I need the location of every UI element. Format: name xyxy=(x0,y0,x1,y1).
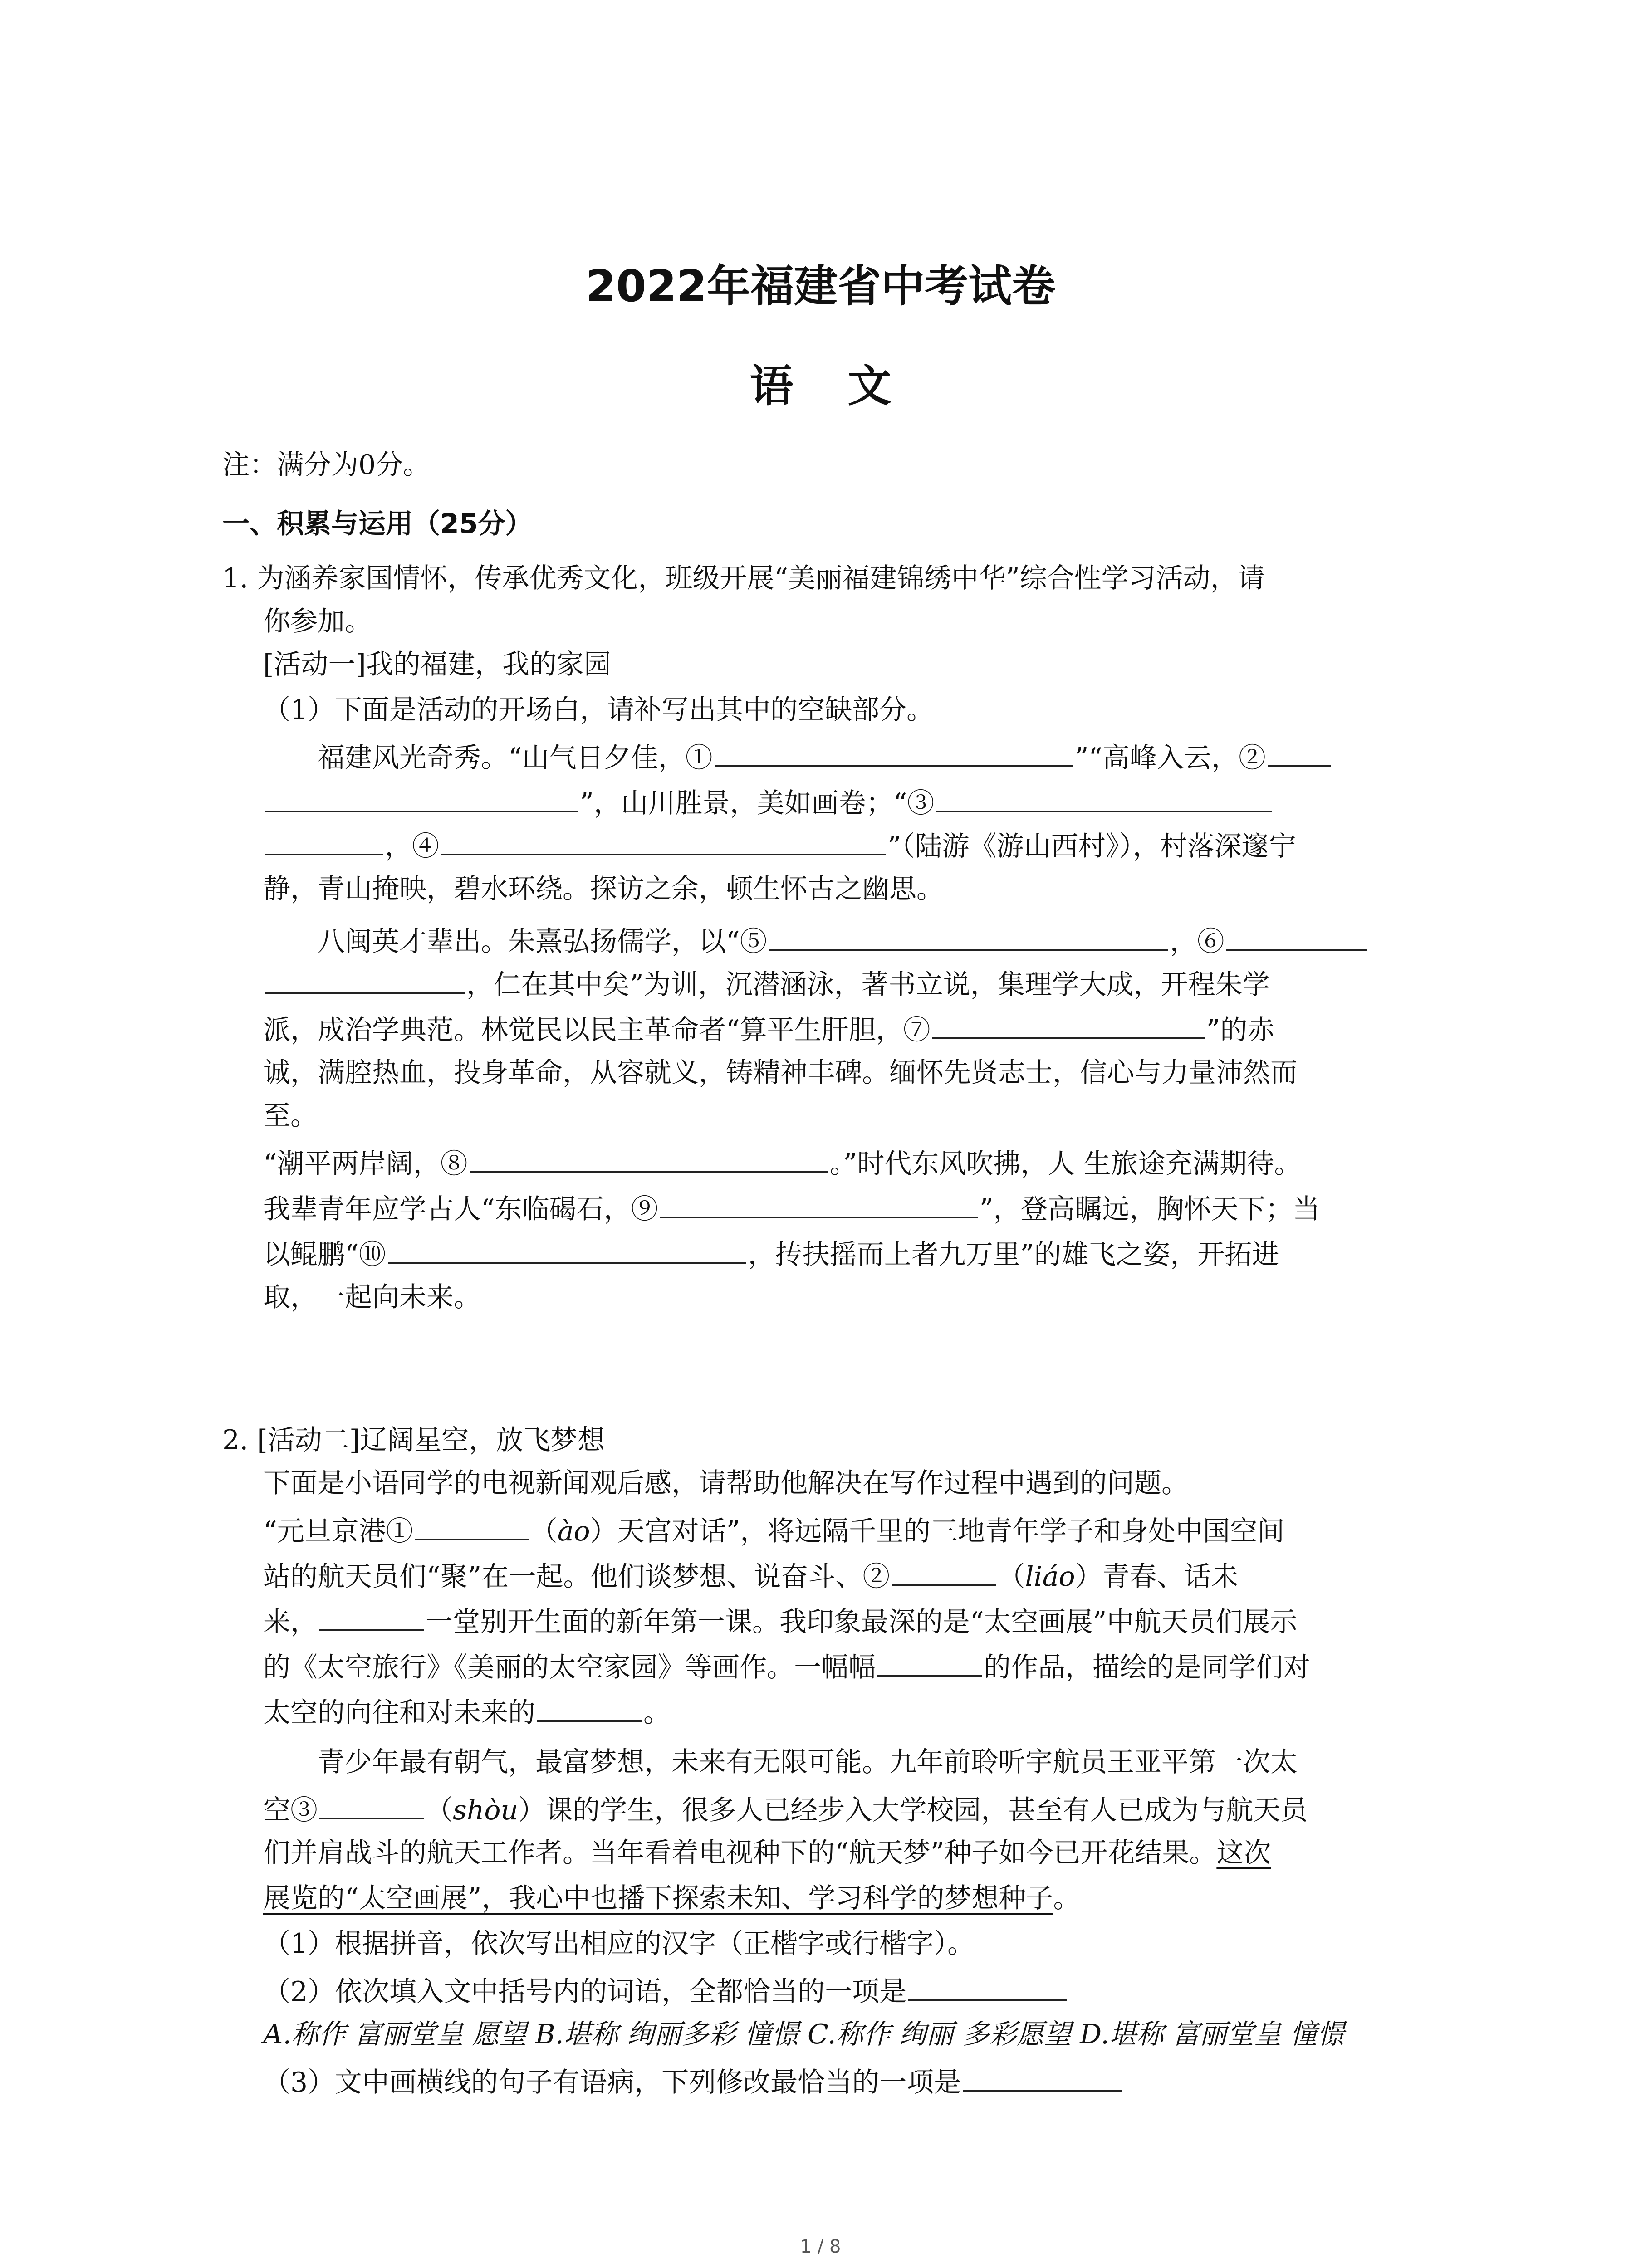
answer-blank-7[interactable] xyxy=(932,1009,1205,1039)
answer-blank-6a[interactable] xyxy=(1226,921,1367,951)
hanzi-blank-1[interactable] xyxy=(415,1510,529,1540)
q1-para-line3: ，④ ”（陆游《游山西村》），村落深邃宁 xyxy=(263,826,1296,865)
answer-blank-3b[interactable] xyxy=(265,826,383,855)
q1-stem-line2: 你参加。 xyxy=(263,606,372,637)
activity-one-heading: [活动一]我的福建，我的家园 xyxy=(263,649,611,680)
answer-blank-1[interactable] xyxy=(715,737,1073,767)
q1-para-line5: 八闽英才辈出。朱熹弘扬儒学，以“⑤ ，⑥ xyxy=(318,921,1369,960)
choice-blank-2[interactable] xyxy=(908,1971,1067,2001)
q1-para-line11: 我辈青年应学古人“东临碣石，⑨ ”，登高瞩远，胸怀天下；当 xyxy=(263,1188,1320,1227)
q1-para-line7: 派，成治学典范。林觉民以民主革命者“算平生肝胆，⑦ ”的赤 xyxy=(263,1009,1274,1048)
q2-text-line4: 的《太空旅行》《美丽的太空家园》等画作。一幅幅 的作品，描绘的是同学们对 xyxy=(263,1647,1310,1686)
answer-blank-8[interactable] xyxy=(470,1143,828,1173)
q2-text-line8: 们并肩战斗的航天工作者。当年看着电视种下的“航天梦”种子如今已开花结果。这次 xyxy=(263,1837,1271,1869)
q1-para-line9: 至。 xyxy=(263,1100,318,1132)
answer-blank-5[interactable] xyxy=(769,921,1168,951)
q2-text-line5: 太空的向往和对未来的 。 xyxy=(263,1692,671,1731)
answer-blank-3a[interactable] xyxy=(936,782,1272,812)
q2-text-line2: 站的航天员们“聚”在一起。他们谈梦想、说奋斗、② （liáo）青春、话未 xyxy=(263,1556,1239,1595)
q2-heading: 2. [活动二]辽阔星空，放飞梦想 xyxy=(222,1424,605,1456)
q1-para-line13: 取，一起向未来。 xyxy=(263,1281,481,1313)
q2-text-line7: 空③ （shòu）课的学生，很多人已经步入大学校园，甚至有人已成为与航天员 xyxy=(263,1789,1308,1828)
word-blank-1[interactable] xyxy=(319,1601,424,1631)
answer-blank-9[interactable] xyxy=(660,1188,978,1218)
q2-sub3: （3）文中画横线的句子有语病，下列修改最恰当的一项是 xyxy=(263,2062,1123,2101)
answer-blank-2a[interactable] xyxy=(1268,737,1331,767)
q2-text-line9: 展览的“太空画展”，我心中也播下探索未知、学习科学的梦想种子。 xyxy=(263,1882,1081,1914)
answer-blank-6b[interactable] xyxy=(265,964,465,994)
underlined-sentence-part1: 这次 xyxy=(1216,1837,1271,1869)
page-number: 1 / 8 xyxy=(800,2236,841,2257)
q1-para-line10: “潮平两岸阔，⑧ 。”时代东风吹拂，人 生旅途充满期待。 xyxy=(263,1143,1301,1182)
q2-instruction: 下面是小语同学的电视新闻观后感，请帮助他解决在写作过程中遇到的问题。 xyxy=(263,1467,1189,1499)
q2-sub2-options: A.称作 富丽堂皇 愿望 B.堪称 绚丽多彩 憧憬 C.称作 绚丽 多彩愿望 D.堪称 富丽堂皇 憧憬 xyxy=(263,2019,1345,2050)
q1-para-line1: 福建风光奇秀。“山气日夕佳，① ”“高峰入云，② xyxy=(318,737,1333,776)
subject-title: 语文 xyxy=(749,361,946,411)
hanzi-blank-2[interactable] xyxy=(892,1556,996,1586)
q2-sub1: （1）根据拼音，依次写出相应的汉字（正楷字或行楷字）。 xyxy=(263,1928,975,1960)
q1-stem-line1: 1. 为涵养家国情怀，传承优秀文化，班级开展“美丽福建锦绣中华”综合性学习活动，请 xyxy=(222,562,1265,594)
q2-text-line3: 来， 一堂别开生面的新年第一课。我印象最深的是“太空画展”中航天员们展示 xyxy=(263,1601,1297,1640)
answer-blank-2b[interactable] xyxy=(265,782,578,812)
q1-para-line8: 诚，满腔热血，投身革命，从容就义，铸精神丰碑。缅怀先贤志士，信心与力量沛然而 xyxy=(263,1057,1298,1089)
q1-para-line4: 静，青山掩映，碧水环绕。探访之余，顿生怀古之幽思。 xyxy=(263,873,944,905)
word-blank-2[interactable] xyxy=(877,1647,982,1677)
section-heading: 一、积累与运用（25分） xyxy=(222,508,533,540)
exam-title: 2022年福建省中考试卷 xyxy=(585,261,1056,312)
q2-sub2: （2）依次填入文中括号内的词语，全都恰当的一项是 xyxy=(263,1971,1069,2010)
hanzi-blank-3[interactable] xyxy=(319,1789,424,1819)
q1-para-line6: ，仁在其中矣”为训，沉潜涵泳，著书立说，集理学大成，开程朱学 xyxy=(263,964,1270,1003)
score-note: 注：满分为0分。 xyxy=(222,449,431,481)
q1-para-line2: ”，山川胜景，美如画卷；“③ xyxy=(263,782,1274,821)
q2-text-line6: 青少年最有朝气，最富梦想，未来有无限可能。九年前聆听宇航员王亚平第一次太 xyxy=(318,1746,1298,1778)
word-blank-3[interactable] xyxy=(537,1692,642,1722)
q1-sub1: （1）下面是活动的开场白，请补写出其中的空缺部分。 xyxy=(263,694,934,726)
q2-text-line1: “元旦京港① （ào）天宫对话”，将远隔千里的三地青年学子和身处中国空间 xyxy=(263,1510,1284,1549)
answer-blank-10[interactable] xyxy=(388,1234,746,1264)
choice-blank-3[interactable] xyxy=(963,2062,1122,2092)
answer-blank-4[interactable] xyxy=(441,826,886,855)
q1-para-line12: 以鲲鹏“⑩ ，抟扶摇而上者九万里”的雄飞之姿，开拓进 xyxy=(263,1234,1279,1273)
underlined-sentence-part2: 展览的“太空画展”，我心中也播下探索未知、学习科学的梦想种子 xyxy=(263,1882,1053,1914)
